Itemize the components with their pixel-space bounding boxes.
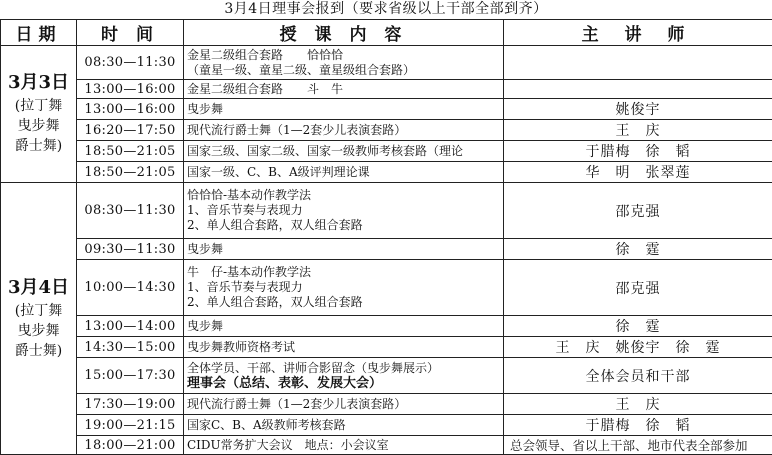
lecturer-cell: 姚俊宇 [504,99,772,120]
content-cell [184,183,504,239]
header-date: 日期 [1,20,77,46]
table-row [1,46,772,80]
day-dance-line: 曳步舞 [1,321,76,341]
table-row [1,183,772,239]
schedule-table [0,19,772,455]
content-cell [184,337,504,358]
content-line: 理事会（总结、表彰、发展大会） [187,376,503,391]
day-dance-line: (拉丁舞 [1,96,76,116]
lecturer-cell: 徐 霆 [504,239,772,260]
content-line: 恰恰恰-基本动作教学法 [187,188,503,203]
content-cell [184,141,504,162]
day-date: 3月3日 [1,72,76,94]
lecturer-cell: 于腊梅 徐 韬 [504,415,772,436]
table-row [1,141,772,162]
table-row [1,80,772,99]
content-cell [184,358,504,394]
time-cell: 16:20—17:50 [77,120,184,141]
time-cell: 08:30—11:30 [77,183,184,239]
table-row [1,415,772,436]
content-line: 曳步舞教师资格考试 [187,340,503,355]
time-cell: 10:00—14:30 [77,260,184,316]
lecturer-cell: 王 庆 姚俊宇 徐 霆 [504,337,772,358]
lecturer-cell [504,46,772,80]
content-line: 金星二级组合套路 斗 牛 [187,82,503,97]
day-dance-line: 爵士舞) [1,341,76,361]
content-line: 现代流行爵士舞（1—2套少儿表演套路） [187,397,503,412]
content-line: 2、单人组合套路，双人组合套路 [187,218,503,233]
content-line: 1、音乐节奏与表现力 [187,203,503,218]
content-line: 牛 仔-基本动作教学法 [187,265,503,280]
time-cell: 18:50—21:05 [77,162,184,183]
table-row [1,99,772,120]
day-dance-line: 曳步舞 [1,116,76,136]
content-line: 现代流行爵士舞（1—2套少儿表演套路） [187,123,503,138]
time-cell: 19:00—21:15 [77,415,184,436]
content-cell [184,415,504,436]
content-line: 曳步舞 [187,319,503,334]
content-line: 金星二级组合套路 恰恰恰 [187,48,503,63]
content-line: 国家C、B、A级教师考核套路 [187,418,503,433]
content-cell [184,316,504,337]
lecturer-cell: 邵克强 [504,183,772,239]
lecturer-cell: 华 明 张翠莲 [504,162,772,183]
content-line: 曳步舞 [187,242,503,257]
time-cell: 15:00—17:30 [77,358,184,394]
content-cell [184,99,504,120]
time-cell: 17:30—19:00 [77,394,184,415]
header-row [1,20,772,46]
time-cell: 08:30—11:30 [77,46,184,80]
header-lecturer: 主 讲 师 [504,20,772,46]
content-cell [184,162,504,183]
lecturer-cell [504,80,772,99]
lecturer-cell: 邵克强 [504,260,772,316]
table-row [1,394,772,415]
header-time: 时 间 [77,20,184,46]
content-line: 国家一级、C、B、A级评判理论课 [187,165,503,180]
table-row [1,239,772,260]
content-cell [184,46,504,80]
header-content: 授 课 内 容 [184,20,504,46]
content-cell [184,120,504,141]
content-line: 曳步舞 [187,102,503,117]
content-line: 1、音乐节奏与表现力 [187,280,503,295]
time-cell: 09:30—11:30 [77,239,184,260]
content-cell [184,260,504,316]
day-cell [1,183,77,455]
content-line: 2、单人组合套路，双人组合套路 [187,295,503,310]
content-line: 国家三级、国家二级、国家一级教师考核套路（理论 [187,144,503,159]
day-date: 3月4日 [1,277,76,299]
day-dance-line: (拉丁舞 [1,301,76,321]
time-cell: 13:00—16:00 [77,80,184,99]
table-row [1,162,772,183]
content-cell [184,394,504,415]
day-cell [1,46,77,183]
content-line: CIDU常务扩大会议 地点：小会议室 [187,438,503,453]
lecturer-cell: 全体会员和干部 [504,358,772,394]
time-cell: 14:30—15:00 [77,337,184,358]
lecturer-cell: 于腊梅 徐 韬 [504,141,772,162]
lecturer-cell: 王 庆 [504,120,772,141]
content-cell [184,80,504,99]
time-cell: 13:00—16:00 [77,99,184,120]
table-row [1,120,772,141]
content-cell [184,436,504,455]
content-line: 全体学员、干部、讲师合影留念（曳步舞展示） [187,361,503,376]
schedule-title: 3月4日理事会报到（要求省级以上干部全部到齐） [0,0,772,19]
time-cell: 18:00—21:00 [77,436,184,455]
content-cell [184,239,504,260]
time-cell: 18:50—21:05 [77,141,184,162]
content-line: （童星一级、童星二级、童星级组合套路） [187,63,503,78]
table-row [1,337,772,358]
day-dance-line: 爵士舞) [1,136,76,156]
time-cell: 13:00—14:00 [77,316,184,337]
table-row [1,260,772,316]
table-row [1,358,772,394]
table-row [1,316,772,337]
lecturer-cell: 总会领导、省以上干部、地市代表全部参加 [504,436,772,455]
lecturer-cell: 王 庆 [504,394,772,415]
table-row [1,436,772,455]
lecturer-cell: 徐 霆 [504,316,772,337]
